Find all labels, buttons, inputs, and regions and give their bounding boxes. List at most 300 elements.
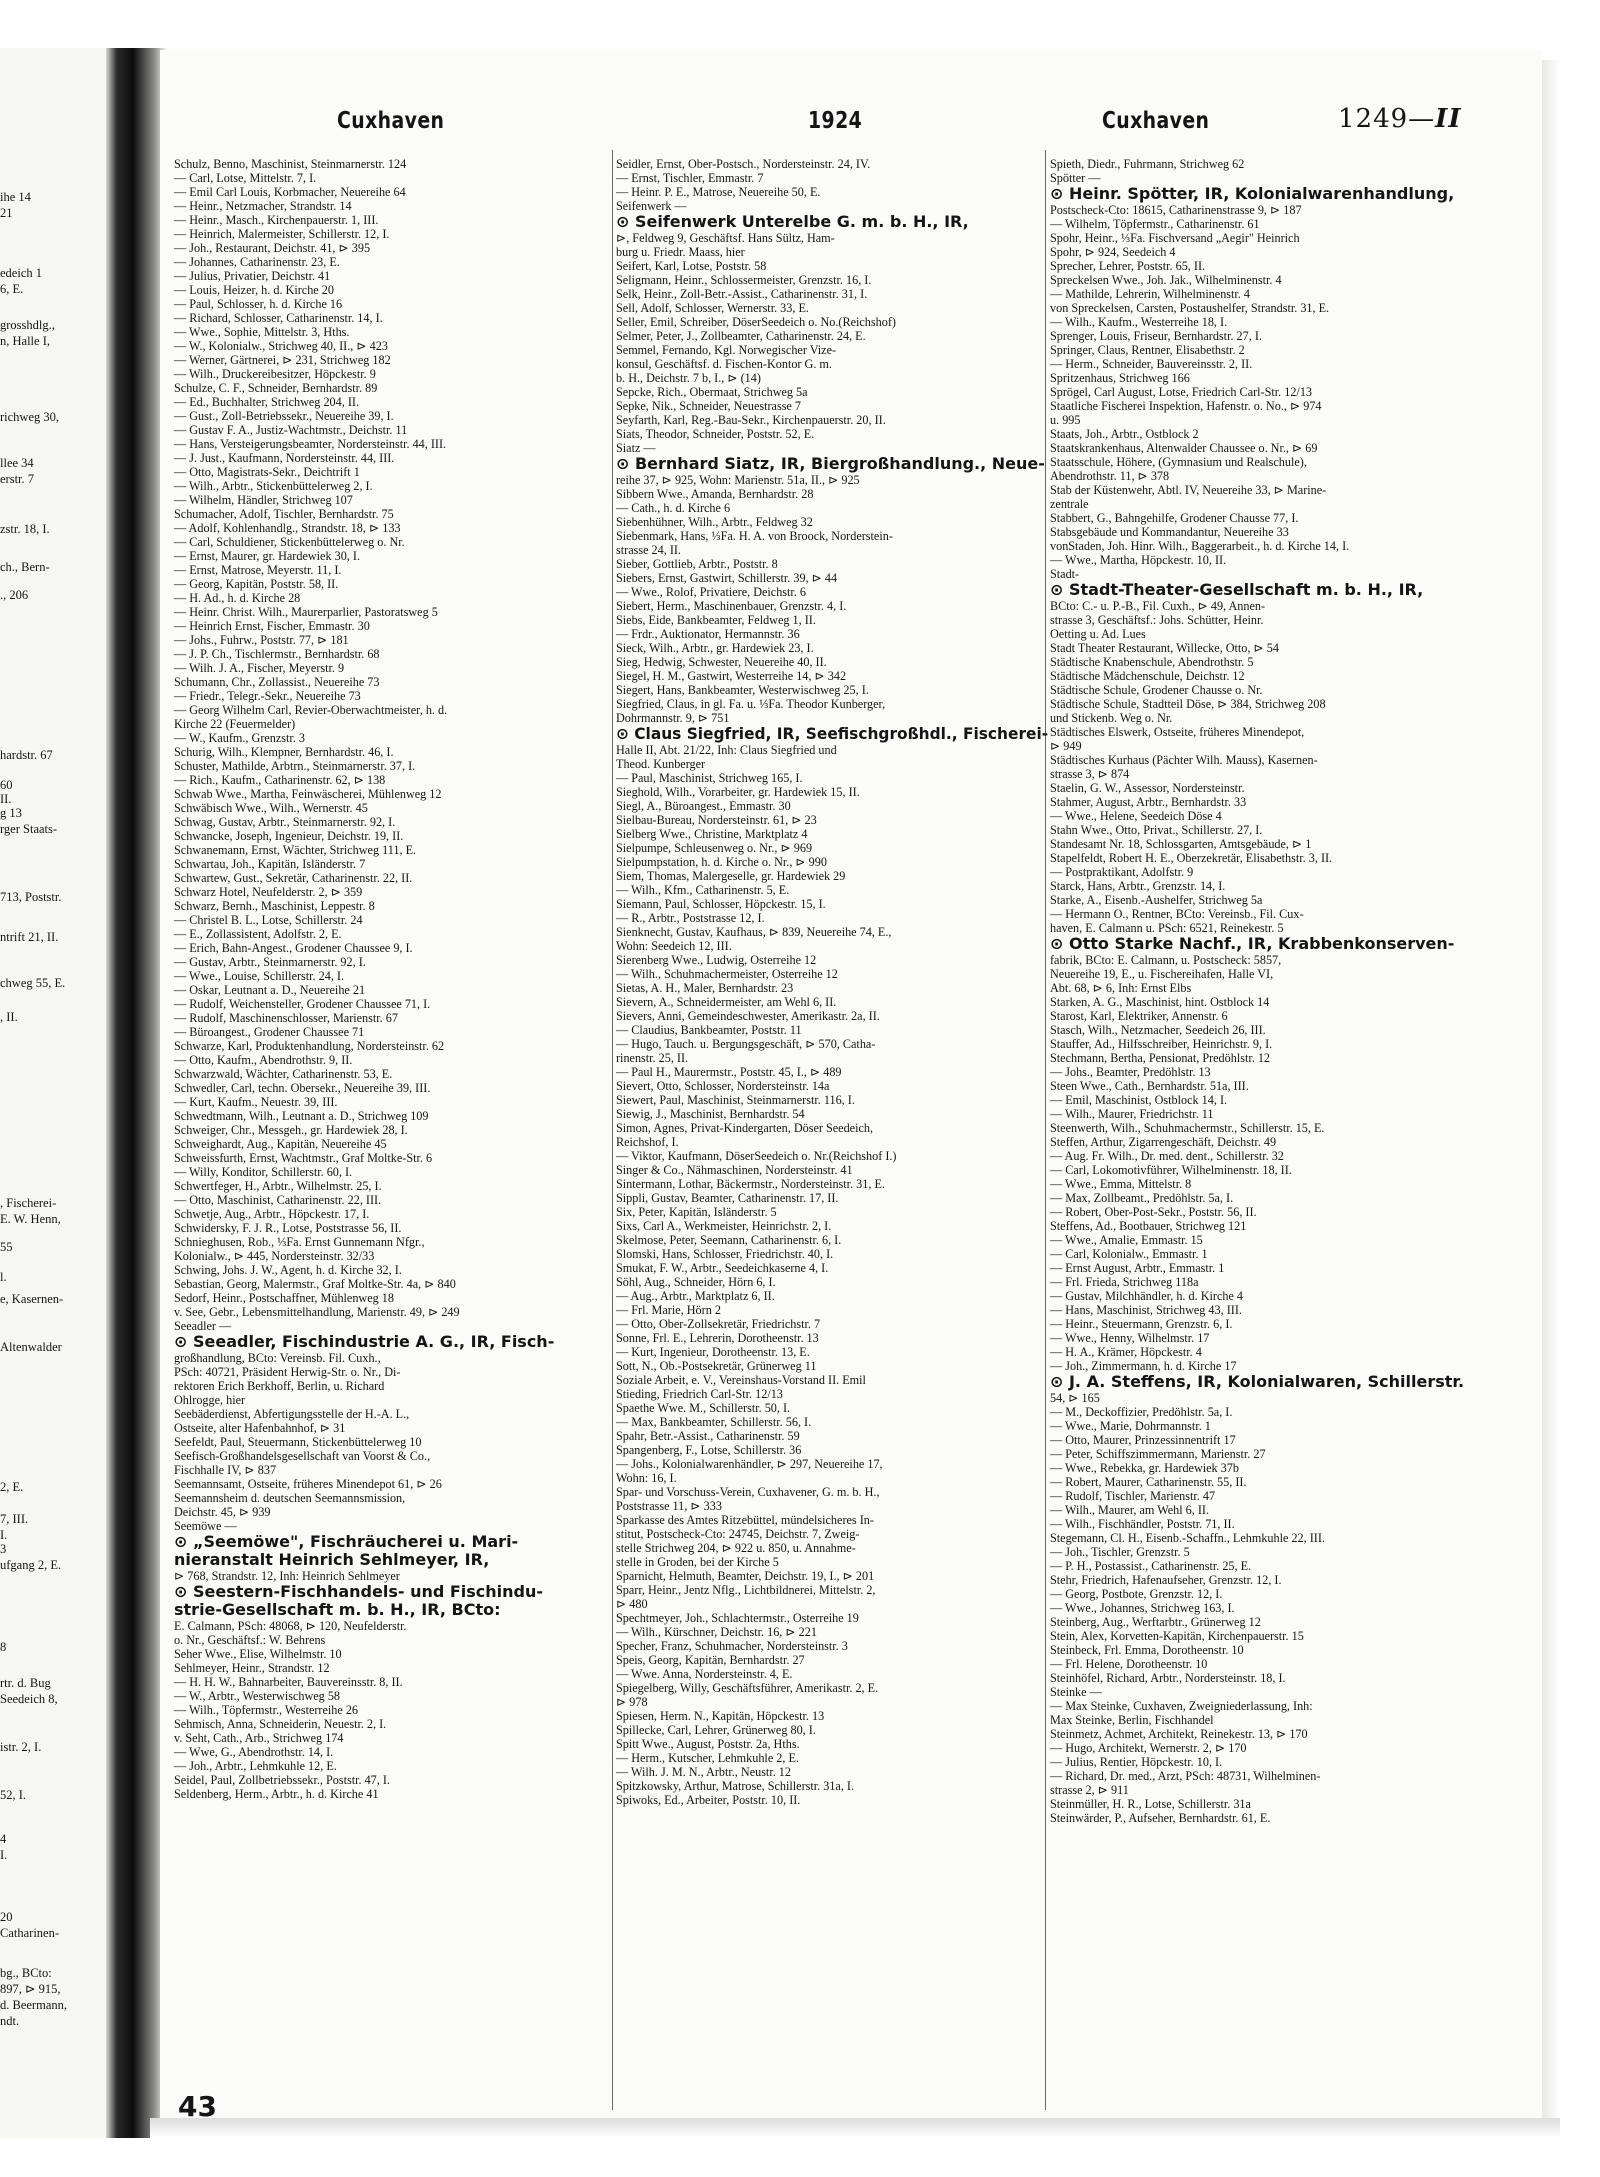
directory-entry: — Kurt, Ingenieur, Dorotheenstr. 13, E.: [616, 1345, 810, 1359]
directory-entry: stelle Strichweg 204, ⊳ 922 u. 850, u. Annahme-: [616, 1541, 856, 1555]
directory-entry: Sparnicht, Helmuth, Beamter, Deichstr. 19, I., ⊳ 201: [616, 1569, 875, 1583]
directory-entry: zentrale: [1050, 497, 1089, 511]
left-page-line: 713, Poststr.: [0, 890, 62, 904]
directory-entry: Schulze, C. F., Schneider, Bernhardstr. 89: [174, 381, 378, 395]
directory-entry: Stabsgebäude und Kommandantur, Neuereihe 33: [1050, 525, 1289, 539]
directory-entry: Spritzenhaus, Strichweg 166: [1050, 371, 1190, 385]
left-page-line: n, Halle I,: [0, 334, 50, 348]
left-page-line: Seedeich 8,: [0, 1692, 58, 1706]
directory-entry: — Ernst, Matrose, Meyerstr. 11, I.: [174, 563, 342, 577]
directory-entry: — Gust., Zoll-Betriebssekr., Neuereihe 39, I.: [174, 409, 394, 423]
directory-entry: Steffens, Ad., Bootbauer, Strichweg 121: [1050, 1219, 1247, 1233]
directory-entry: Seebäderdienst, Abfertigungsstelle der H.-A. L.,: [174, 1407, 410, 1421]
directory-entry: — Otto, Maurer, Prinzessinnentrift 17: [1050, 1433, 1236, 1447]
directory-entry: Abendrothstr. 11, ⊳ 378: [1050, 469, 1170, 483]
directory-entry: Seifert, Karl, Lotse, Poststr. 58: [616, 259, 767, 273]
directory-entry: — Max, Zollbeamt., Predöhlstr. 5a, I.: [1050, 1191, 1234, 1205]
directory-entry: Siebenmark, Hans, ⅓Fa. H. A. von Broock, Norderstein-: [616, 529, 893, 543]
directory-entry: Seldenberg, Herm., Arbtr., h. d. Kirche 41: [174, 1787, 379, 1801]
directory-entry: Sielpumpe, Schleusenweg o. Nr., ⊳ 969: [616, 841, 813, 855]
directory-entry: Sieghold, Wilh., Vorarbeiter, gr. Hardewiek 15, II.: [616, 785, 860, 799]
directory-entry: — W., Kolonialw., Strichweg 40, II., ⊳ 423: [174, 339, 388, 353]
directory-entry: — Wilh., Maurer, am Wehl 6, II.: [1050, 1503, 1210, 1517]
directory-entry: fabrik, BCto: E. Calmann, u. Postscheck: 5857,: [1050, 953, 1282, 967]
directory-entry: — Wilh., Kfm., Catharinenstr. 5, E.: [616, 883, 790, 897]
directory-entry: Neuereihe 19, E., u. Fischereihafen, Halle VI,: [1050, 967, 1274, 981]
directory-entry: Schwartew, Gust., Sekretär, Catharinenstr. 22, II.: [174, 871, 413, 885]
header-city-right: Cuxhaven: [1102, 108, 1210, 134]
directory-entry: — H. Ad., h. d. Kirche 28: [174, 591, 301, 605]
directory-entry: — Robert, Maurer, Catharinenstr. 55, II.: [1050, 1475, 1247, 1489]
left-page-line: 6, E.: [0, 282, 24, 296]
directory-entry: — Heinr., Masch., Kirchenpauerstr. 1, III.: [174, 213, 379, 227]
directory-entry: — M., Deckoffizier, Predöhlstr. 5a, I.: [1050, 1405, 1233, 1419]
directory-entry: Stabbert, G., Bahngehilfe, Grodener Chausse 77, I.: [1050, 511, 1299, 525]
directory-entry: Staelin, G. W., Assessor, Nordersteinstr.: [1050, 781, 1245, 795]
directory-entry: ⊳ 768, Strandstr. 12, Inh: Heinrich Sehlmeyer: [174, 1569, 400, 1583]
directory-entry: Springer, Claus, Rentner, Elisabethstr. 2: [1050, 343, 1245, 357]
directory-entry: — Peter, Schiffszimmermann, Marienstr. 27: [1050, 1447, 1266, 1461]
directory-entry: — Wilh., Arbtr., Stickenbüttelerweg 2, I.: [174, 479, 373, 493]
directory-entry: Seligmann, Heinr., Schlossermeister, Grenzstr. 16, I.: [616, 273, 872, 287]
directory-entry: Schwab Wwe., Martha, Feinwäscherei, Mühlenweg 12: [174, 787, 442, 801]
directory-entry: Städtische Schule, Grodener Chausse o. Nr.: [1050, 683, 1263, 697]
directory-entry: — Wwe., Helene, Seedeich Döse 4: [1050, 809, 1222, 823]
directory-entry: Siebenhühner, Wilh., Arbtr., Feldweg 32: [616, 515, 813, 529]
directory-entry: — Joh., Tischler, Grenzstr. 5: [1050, 1545, 1190, 1559]
left-page-line: 2, E.: [0, 1480, 24, 1494]
directory-entry: v. Seht, Cath., Arb., Strichweg 174: [174, 1731, 344, 1745]
directory-entry: — Georg, Kapitän, Poststr. 58, II.: [174, 577, 339, 591]
directory-entry: — Heinrich, Malermeister, Schillerstr. 12, I.: [174, 227, 390, 241]
directory-entry: Siewert, Paul, Maschinist, Steinmarnerstr. 116, I.: [616, 1093, 855, 1107]
left-page-line: ndt.: [0, 2014, 20, 2028]
directory-entry: — Wwe., Rebekka, gr. Hardewiek 37b: [1050, 1461, 1239, 1475]
left-page-line: 4: [0, 1832, 7, 1846]
directory-entry: Städtische Mädchenschule, Deichstr. 12: [1050, 669, 1245, 683]
directory-entry: Steinbeck, Frl. Emma, Dorotheenstr. 10: [1050, 1643, 1244, 1657]
directory-entry: — Claudius, Bankbeamter, Poststr. 11: [616, 1023, 802, 1037]
directory-entry: — Johs., Fuhrw., Poststr. 77, ⊳ 181: [174, 633, 349, 647]
page-number: 1249—II: [1338, 104, 1462, 134]
directory-entry: — Louis, Heizer, h. d. Kirche 20: [174, 283, 334, 297]
directory-entry: Sievers, Anni, Gemeindeschwester, Amerikastr. 2a, II.: [616, 1009, 880, 1023]
directory-entry: Siegel, H. M., Gastwirt, Westerreihe 14, ⊳ 342: [616, 669, 847, 683]
directory-entry: von Spreckelsen, Carsten, Postaushelfer, Strandstr. 31, E.: [1050, 301, 1330, 315]
directory-entry: Fischhalle IV, ⊳ 837: [174, 1463, 277, 1477]
directory-firm-entry: ⊙ Seeadler, Fischindustrie A. G., IR, Fisch-: [174, 1332, 555, 1351]
directory-entry: PSch: 40721, Präsident Herwig-Str. o. Nr., Di-: [174, 1365, 401, 1379]
left-page-line: g 13: [0, 806, 22, 820]
directory-entry: Spangenberg, F., Lotse, Schillerstr. 36: [616, 1443, 802, 1457]
directory-entry: — Hugo, Architekt, Wernerstr. 2, ⊳ 170: [1050, 1741, 1247, 1755]
left-page-line: chweg 55, E.: [0, 976, 66, 990]
left-page-line: I.: [0, 1848, 8, 1862]
left-page-line: rtr. d. Bug: [0, 1676, 51, 1690]
directory-entry: Specher, Franz, Schuhmacher, Nordersteinstr. 3: [616, 1639, 848, 1653]
directory-entry: — Aug., Arbtr., Marktplatz 6, II.: [616, 1289, 775, 1303]
directory-entry: Steinke —: [1050, 1685, 1102, 1699]
directory-entry: Simon, Agnes, Privat-Kindergarten, Döser Seedeich,: [616, 1121, 874, 1135]
directory-entry: — Wilh., Töpfermstr., Westerreihe 26: [174, 1703, 359, 1717]
directory-entry: — Rich., Kaufm., Catharinenstr. 62, ⊳ 138: [174, 773, 386, 787]
directory-entry: Starke, A., Eisenb.-Aushelfer, Strichweg 5a: [1050, 893, 1263, 907]
directory-entry: Sedorf, Heinr., Postschaffner, Mühlenweg 18: [174, 1291, 394, 1305]
directory-entry: Siatz —: [616, 441, 656, 455]
directory-entry: Stadt-: [1050, 567, 1080, 581]
directory-entry: — Carl, Schuldiener, Stickenbüttelerweg o. Nr.: [174, 535, 405, 549]
directory-entry: Seher Wwe., Elise, Wilhelmstr. 10: [174, 1647, 342, 1661]
page-edge: [1542, 60, 1560, 2120]
left-page-line: 7, III.: [0, 1512, 29, 1526]
directory-entry: — Johs., Beamter, Predöhlstr. 13: [1050, 1065, 1211, 1079]
directory-entry: Spohr, Heinr., ⅓Fa. Fischversand „Aegir" Heinrich: [1050, 231, 1300, 245]
directory-entry: v. See, Gebr., Lebensmittelhandlung, Marienstr. 49, ⊳ 249: [174, 1305, 460, 1319]
directory-entry: — Wwe., Louise, Schillerstr. 24, I.: [174, 969, 345, 983]
directory-entry: — Wwe., Sophie, Mittelstr. 3, Hths.: [174, 325, 350, 339]
directory-entry: Spechtmeyer, Joh., Schlachtermstr., Osterreihe 19: [616, 1611, 859, 1625]
directory-entry: Siewig, J., Maschinist, Bernhardstr. 54: [616, 1107, 805, 1121]
directory-entry: — Frl. Frieda, Strichweg 118a: [1050, 1275, 1199, 1289]
directory-entry: Schnieghusen, Rob., ⅓Fa. Ernst Gunnemann Nfgr.,: [174, 1235, 425, 1249]
directory-entry: Skelmose, Peter, Seemann, Catharinenstr. 6, I.: [616, 1233, 842, 1247]
directory-entry: b. H., Deichstr. 7 b, I., ⊳ (14): [616, 371, 761, 385]
directory-entry: Steinberg, Aug., Werftarbtr., Grünerweg 12: [1050, 1615, 1261, 1629]
directory-entry: Sieg, Hedwig, Schwester, Neuereihe 40, II.: [616, 655, 827, 669]
directory-entry: Ohlrogge, hier: [174, 1393, 246, 1407]
directory-entry: Sprecher, Lehrer, Poststr. 65, II.: [1050, 259, 1206, 273]
directory-entry: Sprögel, Carl August, Lotse, Friedrich Carl-Str. 12/13: [1050, 385, 1313, 399]
left-page-line: e, Kasernen-: [0, 1292, 64, 1306]
directory-entry: Stadt Theater Restaurant, Willecke, Otto, ⊳ 54: [1050, 641, 1279, 655]
directory-entry: — Gustav F. A., Justiz-Wachtmstr., Deichstr. 11: [174, 423, 408, 437]
directory-entry: konsul, Geschäftsf. d. Fischen-Kontor G. m.: [616, 357, 832, 371]
directory-entry: Schwedler, Carl, techn. Obersekr., Neuereihe 39, III.: [174, 1081, 431, 1095]
directory-entry: Starost, Karl, Elektriker, Annenstr. 6: [1050, 1009, 1228, 1023]
directory-entry: Stegemann, Cl. H., Eisenb.-Schaffn., Lehmkuhle 22, III.: [1050, 1531, 1325, 1545]
directory-entry: — Gustav, Milchhändler, h. d. Kirche 4: [1050, 1289, 1243, 1303]
directory-entry: Spohr, ⊳ 924, Seedeich 4: [1050, 245, 1176, 259]
directory-entry: — J. Just., Kaufmann, Nordersteinstr. 44, III.: [174, 451, 395, 465]
directory-entry: Spiesen, Herm. N., Kapitän, Höpckestr. 13: [616, 1709, 825, 1723]
directory-entry: Siats, Theodor, Schneider, Poststr. 52, E.: [616, 427, 815, 441]
directory-entry: Stahmer, August, Arbtr., Bernhardstr. 33: [1050, 795, 1247, 809]
left-page-line: 3: [0, 1542, 7, 1556]
left-page-line: ntrift 21, II.: [0, 930, 59, 944]
directory-entry: Sibbern Wwe., Amanda, Bernhardstr. 28: [616, 487, 814, 501]
directory-entry: Schurig, Wilh., Klempner, Bernhardstr. 46, I.: [174, 745, 394, 759]
directory-entry: Spiwoks, Ed., Arbeiter, Poststr. 10, II.: [616, 1793, 801, 1807]
directory-entry: — Paul H., Maurermstr., Poststr. 45, I., ⊳ 489: [616, 1065, 842, 1079]
directory-entry: Spreckelsen Wwe., Joh. Jak., Wilhelminenstr. 4: [1050, 273, 1282, 287]
directory-entry: — Wwe., Marie, Dohrmannstr. 1: [1050, 1419, 1211, 1433]
directory-entry: Schwedtmann, Wilh., Leutnant a. D., Strichweg 109: [174, 1109, 429, 1123]
left-page-line: ch., Bern-: [0, 560, 50, 574]
directory-entry: vonStaden, Joh. Hinr. Wilh., Baggerarbeit., h. d. Kirche 14, I.: [1050, 539, 1350, 553]
directory-entry: — Emil Carl Louis, Korbmacher, Neuereihe 64: [174, 185, 406, 199]
directory-entry: E. Calmann, PSch: 48068, ⊳ 120, Neufelderstr.: [174, 1619, 407, 1633]
left-page-line: edeich 1: [0, 266, 42, 280]
directory-entry: — Richard, Dr. med., Arzt, PSch: 48731, Wilhelminen-: [1050, 1769, 1321, 1783]
directory-entry: Spieth, Diedr., Fuhrmann, Strichweg 62: [1050, 157, 1245, 171]
directory-entry: Siebert, Herm., Maschinenbauer, Grenzstr. 4, I.: [616, 599, 847, 613]
directory-entry: Stasch, Wilh., Netzmacher, Seedeich 26, III.: [1050, 1023, 1266, 1037]
directory-entry: — R., Arbtr., Poststrasse 12, I.: [616, 911, 765, 925]
directory-entry: — Wwe., Henny, Wilhelmstr. 17: [1050, 1331, 1210, 1345]
directory-entry: Sielbau-Bureau, Nordersteinstr. 61, ⊳ 23: [616, 813, 817, 827]
directory-entry: Siem, Thomas, Malergeselle, gr. Hardewiek 29: [616, 869, 846, 883]
directory-entry: Seifenwerk —: [616, 199, 687, 213]
left-page-line: istr. 2, I.: [0, 1740, 42, 1754]
directory-entry: Staatskrankenhaus, Altenwalder Chaussee o. Nr., ⊳ 69: [1050, 441, 1318, 455]
directory-entry: und Stickenb. Weg o. Nr.: [1050, 711, 1173, 725]
directory-entry: — Herm., Schneider, Bauvereinsstr. 2, II.: [1050, 357, 1253, 371]
directory-entry: Städtisches Elswerk, Ostseite, früheres Minendepot,: [1050, 725, 1305, 739]
directory-entry: — Oskar, Leutnant a. D., Neuereihe 21: [174, 983, 366, 997]
directory-entry: — Carl, Lokomotivführer, Wilhelminenstr. 18, II.: [1050, 1163, 1292, 1177]
directory-entry: — Wilh., Kaufm., Westerreihe 18, I.: [1050, 315, 1228, 329]
directory-entry: — Wwe., Rolof, Privatiere, Deichstr. 6: [616, 585, 806, 599]
directory-firm-entry: nieranstalt Heinrich Sehlmeyer, IR,: [174, 1550, 490, 1569]
directory-entry: Max Steinke, Berlin, Fischhandel: [1050, 1713, 1214, 1727]
directory-entry: Schwarzwald, Wächter, Catharinenstr. 53, E.: [174, 1067, 393, 1081]
directory-entry: u. 995: [1050, 413, 1081, 427]
directory-entry: — Wilh. J. A., Fischer, Meyerstr. 9: [174, 661, 345, 675]
directory-entry: — Wilh., Druckereibesitzer, Höpckestr. 9: [174, 367, 376, 381]
left-page-line: rger Staats-: [0, 822, 58, 836]
left-page-line: 55: [0, 1240, 13, 1254]
directory-entry: Spiegelberg, Willy, Geschäftsführer, Amerikastr. 2, E.: [616, 1681, 879, 1695]
directory-entry: Schwing, Johs. J. W., Agent, h. d. Kirche 32, I.: [174, 1263, 402, 1277]
directory-entry: Seefisch-Großhandelsgesellschaft van Voorst & Co.,: [174, 1449, 431, 1463]
directory-entry: Sievert, Otto, Schlosser, Nordersteinstr. 14a: [616, 1079, 830, 1093]
directory-entry: — Max, Bankbeamter, Schillerstr. 56, I.: [616, 1415, 812, 1429]
header-year: 1924: [808, 108, 863, 134]
directory-entry: strasse 2, ⊳ 911: [1050, 1783, 1129, 1797]
left-page-line: ufgang 2, E.: [0, 1558, 62, 1572]
directory-entry: Städtische Schule, Stadtteil Döse, ⊳ 384, Strichweg 208: [1050, 697, 1326, 711]
directory-entry: — Carl, Lotse, Mittelstr. 7, I.: [174, 171, 317, 185]
directory-entry: — Heinr., Steuermann, Grenzstr. 6, I.: [1050, 1317, 1233, 1331]
directory-entry: rinenstr. 25, II.: [616, 1051, 689, 1065]
directory-entry: — Georg, Postbote, Grenzstr. 12, I.: [1050, 1587, 1223, 1601]
directory-entry: — Viktor, Kaufmann, DöserSeedeich o. Nr.(Reichshof I.): [616, 1149, 897, 1163]
directory-entry: — Kurt, Kaufm., Neuestr. 39, III.: [174, 1095, 338, 1109]
directory-entry: — Erich, Bahn-Angest., Grodener Chaussee 9, I.: [174, 941, 413, 955]
directory-firm-entry: ⊙ Bernhard Siatz, IR, Biergroßhandlung., Neue-: [616, 454, 1045, 473]
directory-entry: Schwarz Hotel, Neufelderstr. 2, ⊳ 359: [174, 885, 363, 899]
book-gutter: [106, 48, 166, 2138]
directory-entry: — Heinr. Christ. Wilh., Maurerparlier, Pastoratsweg 5: [174, 605, 438, 619]
directory-entry: — Wwe., Emma, Mittelstr. 8: [1050, 1177, 1192, 1191]
directory-entry: Wohn: Seedeich 12, III.: [616, 939, 732, 953]
directory-entry: Ostseite, alter Hafenbahnhof, ⊳ 31: [174, 1421, 346, 1435]
directory-entry: Seefeldt, Paul, Steuermann, Stickenbüttelerweg 10: [174, 1435, 422, 1449]
directory-entry: Sixs, Carl A., Werkmeister, Heinrichstr. 2, I.: [616, 1219, 832, 1233]
directory-entry: Speis, Georg, Kapitän, Bernhardstr. 27: [616, 1653, 805, 1667]
directory-entry: Sebastian, Georg, Malermstr., Graf Moltke-Str. 4a, ⊳ 840: [174, 1277, 456, 1291]
directory-entry: Sielpumpstation, h. d. Kirche o. Nr., ⊳ 990: [616, 855, 827, 869]
directory-entry: Stieding, Friedrich Carl-Str. 12/13: [616, 1387, 783, 1401]
directory-entry: — J. P. Ch., Tischlermstr., Bernhardstr. 68: [174, 647, 380, 661]
directory-entry: Sott, N., Ob.-Postsekretär, Grünerweg 11: [616, 1359, 817, 1373]
directory-entry: strasse 3, Geschäftsf.: Johs. Schütter, Heinr.: [1050, 613, 1264, 627]
directory-entry: — E., Zollassistent, Adolfstr. 2, E.: [174, 927, 342, 941]
directory-entry: Theod. Kunberger: [616, 757, 706, 771]
directory-entry: Schwidersky, F. J. R., Lotse, Poststrasse 56, II.: [174, 1221, 402, 1235]
directory-entry: Sierenberg Wwe., Ludwig, Osterreihe 12: [616, 953, 817, 967]
directory-entry: — Frl. Helene, Dorotheenstr. 10: [1050, 1657, 1208, 1671]
directory-entry: stelle in Groden, bei der Kirche 5: [616, 1555, 779, 1569]
directory-entry: — Werner, Gärtnerei, ⊳ 231, Strichweg 182: [174, 353, 391, 367]
left-page-line: llee 34: [0, 456, 34, 470]
header-city-left: Cuxhaven: [337, 108, 445, 134]
directory-entry: Sintermann, Lothar, Bäckermstr., Nordersteinstr. 31, E.: [616, 1177, 885, 1191]
directory-entry: Slomski, Hans, Schlosser, Friedrichstr. 40, I.: [616, 1247, 834, 1261]
left-page-line: grosshdlg.,: [0, 318, 55, 332]
footer-page-number: 43: [178, 2090, 217, 2123]
left-page-line: ihe 14: [0, 190, 31, 204]
directory-entry: Stein, Alex, Korvetten-Kapitän, Kirchenpauerstr. 15: [1050, 1629, 1304, 1643]
directory-entry: Stapelfeldt, Robert H. E., Oberzekretär, Elisabethstr. 3, II.: [1050, 851, 1333, 865]
directory-entry: — Heinr., Netzmacher, Strandstr. 14: [174, 199, 352, 213]
directory-entry: — Otto, Kaufm., Abendrothstr. 9, II.: [174, 1053, 353, 1067]
directory-entry: Seller, Emil, Schreiber, DöserSeedeich o. No.(Reichshof): [616, 315, 896, 329]
directory-entry: — W., Arbtr., Westerwischweg 58: [174, 1689, 341, 1703]
directory-entry: Seemannsamt, Ostseite, früheres Minendepot 61, ⊳ 26: [174, 1477, 442, 1491]
directory-entry: Spar- und Vorschuss-Verein, Cuxhavener, G. m. b. H.,: [616, 1485, 880, 1499]
directory-entry: Siegl, A., Büroangest., Emmastr. 30: [616, 799, 791, 813]
left-page-fragment: [0, 48, 118, 2138]
directory-entry: — Hans, Versteigerungsbeamter, Nordersteinstr. 44, III.: [174, 437, 447, 451]
directory-entry: Sieber, Gottlieb, Arbtr., Poststr. 8: [616, 557, 778, 571]
directory-entry: — Heinrich Ernst, Fischer, Emmastr. 30: [174, 619, 370, 633]
directory-entry: Halle II, Abt. 21/22, Inh: Claus Siegfried und: [616, 743, 837, 757]
directory-entry: Schuster, Mathilde, Arbtrn., Steinmarnerstr. 37, I.: [174, 759, 416, 773]
directory-entry: Steinmetz, Achmet, Architekt, Reinekestr. 13, ⊳ 170: [1050, 1727, 1308, 1741]
directory-entry: — Mathilde, Lehrerin, Wilhelminenstr. 4: [1050, 287, 1250, 301]
directory-entry: strasse 3, ⊳ 874: [1050, 767, 1130, 781]
left-page-line: l.: [0, 1270, 7, 1284]
directory-entry: — Adolf, Kohlenhandlg., Strandstr. 18, ⊳ 133: [174, 521, 401, 535]
directory-entry: — Hans, Maschinist, Strichweg 43, III.: [1050, 1303, 1242, 1317]
column-rule: [612, 150, 613, 2110]
directory-entry: — Joh., Zimmermann, h. d. Kirche 17: [1050, 1359, 1237, 1373]
directory-entry: Starck, Hans, Arbtr., Grenzstr. 14, I.: [1050, 879, 1226, 893]
directory-entry: Spitzkowsky, Arthur, Matrose, Schillerstr. 31a, I.: [616, 1779, 855, 1793]
directory-entry: Six, Peter, Kapitän, Isländerstr. 5: [616, 1205, 777, 1219]
directory-entry: — Hugo, Tauch. u. Bergungsgeschäft, ⊳ 570, Catha-: [616, 1037, 876, 1051]
directory-entry: Spaethe Wwe. M., Schillerstr. 50, I.: [616, 1401, 791, 1415]
directory-entry: haven, E. Calmann u. PSch: 6521, Reinekestr. 5: [1050, 921, 1284, 935]
page-number-value: 1249: [1338, 104, 1409, 134]
left-page-line: I.: [0, 1528, 8, 1542]
directory-entry: Schwag, Gustav, Arbtr., Steinmarnerstr. 92, I.: [174, 815, 396, 829]
directory-entry: Sepcke, Rich., Obermaat, Strichweg 5a: [616, 385, 808, 399]
directory-entry: — Ernst, Tischler, Emmastr. 7: [616, 171, 764, 185]
left-page-line: 60: [0, 778, 13, 792]
directory-entry: Steenwerth, Wilh., Schuhmachermstr., Schillerstr. 15, E.: [1050, 1121, 1325, 1135]
directory-entry: — Julius, Rentier, Höpckestr. 10, I.: [1050, 1755, 1223, 1769]
directory-entry: Steffen, Arthur, Zigarrengeschäft, Deichstr. 49: [1050, 1135, 1277, 1149]
directory-entry: Spillecke, Carl, Lehrer, Grünerweg 80, I.: [616, 1723, 816, 1737]
directory-entry: — W., Kaufm., Grenzstr. 3: [174, 731, 305, 745]
directory-entry: — Ernst August, Arbtr., Emmastr. 1: [1050, 1261, 1225, 1275]
directory-entry: burg u. Friedr. Maass, hier: [616, 245, 745, 259]
left-page-line: erstr. 7: [0, 472, 35, 486]
directory-entry: Schwertfeger, H., Arbtr., Wilhelmstr. 25, I.: [174, 1179, 382, 1193]
left-page-line: Altenwalder: [0, 1340, 62, 1354]
directory-entry: — Rudolf, Weichensteller, Grodener Chaussee 71, I.: [174, 997, 431, 1011]
directory-entry: Postscheck-Cto: 18615, Catharinenstrasse 9, ⊳ 187: [1050, 203, 1302, 217]
directory-entry: Stab der Küstenwehr, Abtl. IV, Neuereihe 33, ⊳ Marine-: [1050, 483, 1327, 497]
directory-entry: — Otto, Ober-Zollsekretär, Friedrichstr. 7: [616, 1317, 821, 1331]
directory-entry: Seemöwe —: [174, 1519, 237, 1533]
directory-entry: Siebs, Eide, Bankbeamter, Feldweg 1, II.: [616, 613, 816, 627]
directory-firm-entry: ⊙ J. A. Steffens, IR, Kolonialwaren, Schillerstr.: [1050, 1372, 1465, 1391]
directory-entry: Siegfried, Claus, in gl. Fa. u. ⅓Fa. Theodor Kunberger,: [616, 697, 886, 711]
directory-entry: ⊳ 480: [616, 1597, 648, 1611]
directory-entry: Sparr, Heinr., Jentz Nflg., Lichtbildnerei, Mittelstr. 2,: [616, 1583, 876, 1597]
directory-entry: — Otto, Magistrats-Sekr., Deichtrift 1: [174, 465, 360, 479]
directory-entry: — Herm., Kutscher, Lehmkuhle 2, E.: [616, 1751, 799, 1765]
directory-entry: Wohn: 16, I.: [616, 1471, 677, 1485]
directory-entry: Selmer, Peter, J., Zollbeamter, Catharinenstr. 24, E.: [616, 329, 866, 343]
directory-entry: Siebers, Ernst, Gastwirt, Schillerstr. 39, ⊳ 44: [616, 571, 838, 585]
directory-entry: Poststrasse 11, ⊳ 333: [616, 1499, 722, 1513]
directory-entry: Steen Wwe., Cath., Bernhardstr. 51a, III.: [1050, 1079, 1249, 1093]
directory-entry: Schumacher, Adolf, Tischler, Bernhardstr. 75: [174, 507, 394, 521]
directory-entry: Stahn Wwe., Otto, Privat., Schillerstr. 27, I.: [1050, 823, 1263, 837]
directory-entry: Seemannsheim d. deutschen Seemannsmission,: [174, 1491, 406, 1505]
directory-entry: — P. H., Postassist., Catharinenstr. 25, E.: [1050, 1559, 1252, 1573]
left-page-line: 21: [0, 206, 13, 220]
directory-firm-entry: strie-Gesellschaft m. b. H., IR, BCto:: [174, 1600, 501, 1619]
directory-entry: — Otto, Maschinist, Catharinenstr. 22, III.: [174, 1193, 382, 1207]
directory-firm-entry: ⊙ „Seemöwe", Fischräucherei u. Mari-: [174, 1532, 519, 1551]
directory-entry: — Rudolf, Tischler, Marienstr. 47: [1050, 1489, 1216, 1503]
directory-firm-entry: ⊙ Otto Starke Nachf., IR, Krabbenkonserven-: [1050, 934, 1455, 953]
left-page-line: richweg 30,: [0, 410, 60, 424]
directory-entry: — Ernst, Maurer, gr. Hardewiek 30, I.: [174, 549, 360, 563]
directory-entry: Schulz, Benno, Maschinist, Steinmarnerstr. 124: [174, 157, 407, 171]
directory-entry: — Aug. Fr. Wilh., Dr. med. dent., Schillerstr. 32: [1050, 1149, 1284, 1163]
directory-entry: — Julius, Privatier, Deichstr. 41: [174, 269, 331, 283]
directory-entry: Sepke, Nik., Schneider, Neuestrasse 7: [616, 399, 801, 413]
directory-entry: — Wilh., Schuhmachermeister, Osterreihe 12: [616, 967, 838, 981]
directory-entry: Sehmisch, Anna, Schneiderin, Neuestr. 2, I.: [174, 1717, 387, 1731]
directory-entry: — Ed., Buchhalter, Strichweg 204, II.: [174, 395, 359, 409]
directory-entry: rektoren Erich Berkhoff, Berlin, u. Richard: [174, 1379, 385, 1393]
directory-entry: Semmel, Fernando, Kgl. Norwegischer Vize-: [616, 343, 837, 357]
directory-entry: — Wilhelm, Händler, Strichweg 107: [174, 493, 353, 507]
directory-entry: — Paul, Maschinist, Strichweg 165, I.: [616, 771, 803, 785]
directory-entry: Schwarze, Karl, Produktenhandlung, Nordersteinstr. 62: [174, 1039, 445, 1053]
directory-firm-entry: ⊙ Seifenwerk Unterelbe G. m. b. H., IR,: [616, 212, 969, 231]
directory-entry: — Joh., Restaurant, Deichstr. 41, ⊳ 395: [174, 241, 371, 255]
directory-entry: — Carl, Kolonialw., Emmastr. 1: [1050, 1247, 1208, 1261]
directory-entry: — Johs., Kolonialwarenhändler, ⊳ 297, Neuereihe 17,: [616, 1457, 883, 1471]
directory-entry: Spahr, Betr.-Assist., Catharinenstr. 59: [616, 1429, 800, 1443]
directory-entry: — Cath., h. d. Kirche 6: [616, 501, 731, 515]
directory-entry: — Richard, Schlosser, Catharinenstr. 14, I.: [174, 311, 383, 325]
directory-entry: Stechmann, Bertha, Pensionat, Predöhlstr. 12: [1050, 1051, 1271, 1065]
directory-entry: Abt. 68, ⊳ 6, Inh: Ernst Elbs: [1050, 981, 1192, 995]
directory-entry: — Heinr. P. E., Matrose, Neuereihe 50, E.: [616, 185, 821, 199]
directory-entry: Seyfarth, Karl, Reg.-Bau-Sekr., Kirchenpauerstr. 20, II.: [616, 413, 886, 427]
directory-entry: Soziale Arbeit, e. V., Vereinshaus-Vorstand II. Emil: [616, 1373, 866, 1387]
directory-entry: — Frdr., Auktionator, Hermannstr. 36: [616, 627, 800, 641]
